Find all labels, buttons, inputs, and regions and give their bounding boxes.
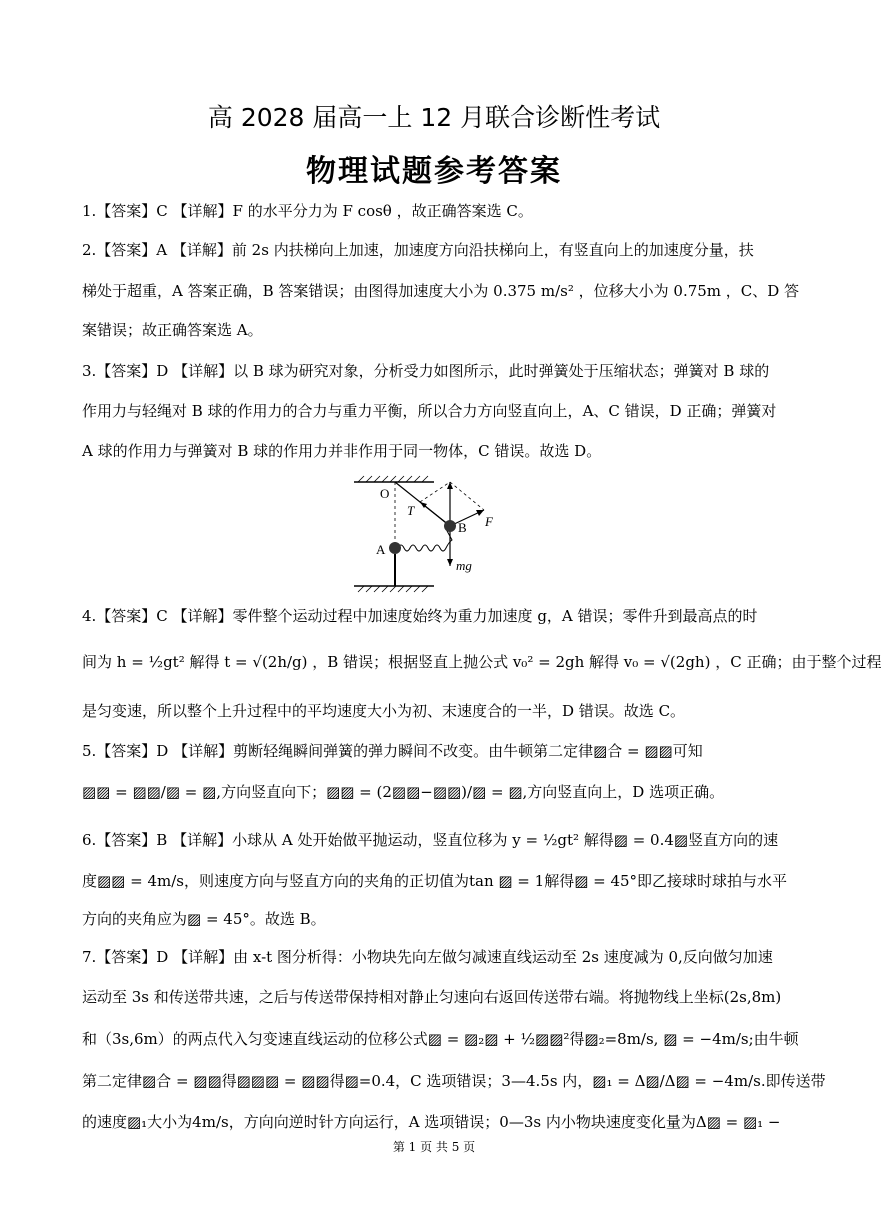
gravity-arrowhead xyxy=(447,559,453,566)
answer-7-line-5: 的速度▨₁大小为4m/s，方向向逆时针方向运行，A 选项错误；0—3s 内小物块速度变化量为Δ▨ = ▨₁ − xyxy=(82,1113,781,1131)
exam-title: 高 2028 届高一上 12 月联合诊断性考试 xyxy=(207,103,661,132)
label-f: F xyxy=(485,514,493,529)
label-b: B xyxy=(458,520,467,535)
spring xyxy=(398,529,452,551)
ball-a xyxy=(389,542,401,554)
page-footer: 第 1 页 共 5 页 xyxy=(392,1140,476,1154)
answer-5-line-2: ▨▨ = ▨▨/▨ = ▨,方向竖直向下；▨▨ = (2▨▨−▨▨)/▨ = ▨,方向竖直向上，D 选项正确。 xyxy=(82,783,725,801)
ceiling-hatch xyxy=(358,476,428,482)
label-mg: mg xyxy=(456,558,472,573)
answer-5-line-1: 5.【答案】D 【详解】剪断轻绳瞬间弹簧的弹力瞬间不改变。由牛顿第二定律▨合 = ▨▨可知 xyxy=(82,742,703,760)
label-a: A xyxy=(376,542,386,557)
answer-key-title: 物理试题参考答案 xyxy=(306,154,562,189)
ball-b xyxy=(444,520,456,532)
answer-4-line-2: 间为 h = ½gt² 解得 t = √(2h/g) ，B 错误；根据竖直上抛公式 v₀² = 2gh 解得 v₀ = √(2gh) ，C 正确；由于整个过程 xyxy=(82,653,881,671)
answer-2-line-2: 梯处于超重，A 答案正确，B 答案错误；由图得加速度大小为 0.375 m/s² ，位移大小为 0.75m ，C、D 答 xyxy=(82,282,800,300)
answer-4-line-1: 4.【答案】C 【详解】零件整个运动过程中加速度始终为重力加速度 g，A 错误；零件升到最高点的时 xyxy=(82,607,758,625)
answer-4-line-3: 是匀变速，所以整个上升过程中的平均速度大小为初、末速度合的一半，D 错误。故选 C。 xyxy=(82,702,686,720)
label-o: O xyxy=(380,486,390,501)
label-t: T xyxy=(407,503,415,518)
force-diagram xyxy=(340,474,520,596)
answer-2-line-3: 案错误；故正确答案选 A。 xyxy=(82,321,263,339)
answer-7-line-2: 运动至 3s 和传送带共速，之后与传送带保持相对静止匀速向右返回传送带右端。将抛物线上坐标(2s,8m) xyxy=(82,988,782,1006)
answer-3-line-3: A 球的作用力与弹簧对 B 球的作用力并非作用于同一物体，C 错误。故选 D。 xyxy=(82,442,602,460)
answer-7-line-1: 7.【答案】D 【详解】由 x-t 图分析得：小物块先向左做匀减速直线运动至 2s 速度减为 0,反向做匀加速 xyxy=(82,948,773,966)
resultant-dash-2 xyxy=(450,482,484,510)
answer-2-line-1: 2.【答案】A 【详解】前 2s 内扶梯向上加速，加速度方向沿扶梯向上，有竖直向上的加速度分量，扶 xyxy=(82,241,754,259)
resultant-dash-1 xyxy=(420,482,450,502)
answer-3-line-2: 作用力与轻绳对 B 球的作用力的合力与重力平衡，所以合力方向竖直向上，A、C 错误，D 正确；弹簧对 xyxy=(82,402,777,420)
answer-6-line-1: 6.【答案】B 【详解】小球从 A 处开始做平抛运动，竖直位移为 y = ½gt² 解得▨ = 0.4▨竖直方向的速 xyxy=(82,831,779,849)
answer-3-line-1: 3.【答案】D 【详解】以 B 球为研究对象，分析受力如图所示，此时弹簧处于压缩状态；弹簧对 B 球的 xyxy=(82,362,770,380)
answer-1-line-1: 1.【答案】C 【详解】F 的水平分力为 F cosθ ，故正确答案选 C。 xyxy=(82,202,533,220)
answer-7-line-3: 和（3s,6m）的两点代入匀变速直线运动的位移公式▨ = ▨₂▨ + ½▨▨²得▨₂=8m/s, ▨ = −4m/s;由牛顿 xyxy=(82,1030,799,1048)
answer-7-line-4: 第二定律▨合 = ▨▨得▨▨▨ = ▨▨得▨=0.4，C 选项错误；3—4.5s 内，▨₁ = Δ▨/Δ▨ = −4m/s.即传送带 xyxy=(82,1072,826,1090)
answer-6-line-3: 方向的夹角应为▨ = 45°。故选 B。 xyxy=(82,910,326,928)
answer-6-line-2: 度▨▨ = 4m/s，则速度方向与竖直方向的夹角的正切值为tan ▨ = 1解得▨ = 45°即乙接球时球拍与水平 xyxy=(82,872,788,890)
floor-hatch xyxy=(358,586,428,592)
resultant-arrowhead xyxy=(447,482,453,489)
